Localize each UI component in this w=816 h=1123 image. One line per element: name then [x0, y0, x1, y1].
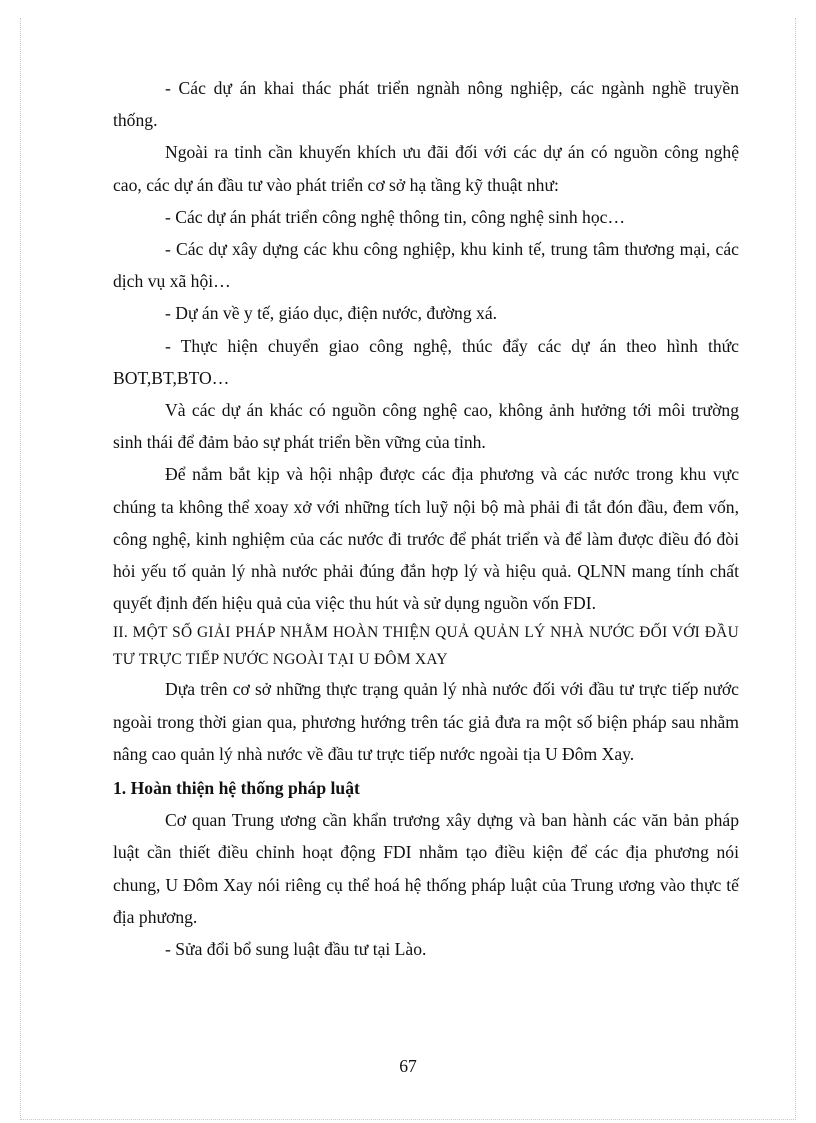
paragraph-central-agency: Cơ quan Trung ương cần khẩn trương xây dựng và ban hành các văn bản pháp luật cần thiết điều chỉnh hoạt động FDI nhằm tạo điều kiện để các địa phương nói chung, U Đôm Xay nói riêng cụ thể hoá hệ thống pháp luật của Trung ương vào thực tế địa phương. [113, 810, 739, 927]
paragraph-integration: Để nắm bắt kịp và hội nhập được các địa phương và các nước trong khu vực chúng ta không thể xoay xở với những tích luỹ nội bộ mà phải đi tắt đón đầu, đem vốn, công nghệ, kinh nghiệm của các nước đi trước để phát triển và để làm được điều đó đòi hỏi yếu tố quản lý nhà nước phải đúng đắn hợp lý và hiệu quả. QLNN mang tính chất quyết định đến hiệu quả của việc thu hút và sử dụng nguồn vốn FDI. [113, 464, 739, 614]
bullet-health-education: - Dự án về y tế, giáo dục, điện nước, đường xá. [165, 303, 498, 324]
bullet-agriculture-projects: - Các dự án khai thác phát triển ngnàh nông nghiệp, các ngành nghề truyền thống. [113, 78, 739, 131]
bullet-it-biotech: - Các dự án phát triển công nghệ thông tin, công nghệ sinh học… [165, 206, 626, 227]
subsection-heading: 1. Hoàn thiện hệ thống pháp luật [113, 778, 360, 799]
bullet-technology-transfer: - Thực hiện chuyển giao công nghệ, thúc đẩy các dự án theo hình thức BOT,BT,BTO… [113, 335, 739, 388]
paragraph-high-tech: Và các dự án khác có nguồn công nghệ cao, không ảnh hưởng tới môi trường sinh thái để đảm bảo sự phát triển bền vững của tỉnh. [113, 400, 739, 453]
bullet-amend-law: - Sửa đổi bổ sung luật đầu tư tại Lào. [165, 939, 427, 960]
page-content [113, 72, 739, 965]
paragraph-incentives: Ngoài ra tỉnh cần khuyến khích ưu đãi đối với các dự án có nguồn công nghệ cao, các dự án đầu tư vào phát triển cơ sở hạ tầng kỹ thuật như: [113, 142, 739, 195]
section-intro: Dựa trên cơ sở những thực trạng quản lý nhà nước đối với đầu tư trực tiếp nước ngoài trong thời gian qua, phương hướng trên tác giả đưa ra một số biện pháp sau nhằm nâng cao quản lý nhà nước về đầu tư trực tiếp nước ngoài tịa U Đôm Xay. [113, 679, 739, 764]
bullet-industrial-zones: - Các dự xây dựng các khu công nghiệp, khu kinh tế, trung tâm thương mại, các dịch vụ xã hội… [113, 239, 739, 292]
page-number: 67 [399, 1056, 417, 1076]
section-heading: II. MỘT SỐ GIẢI PHÁP NHẰM HOÀN THIỆN QUẢ QUẢN LÝ NHÀ NƯỚC ĐỐI VỚI ĐẦU TƯ TRỰC TIẾP NƯỚC NGOÀI TẠI U ĐÔM XAY [113, 624, 739, 669]
